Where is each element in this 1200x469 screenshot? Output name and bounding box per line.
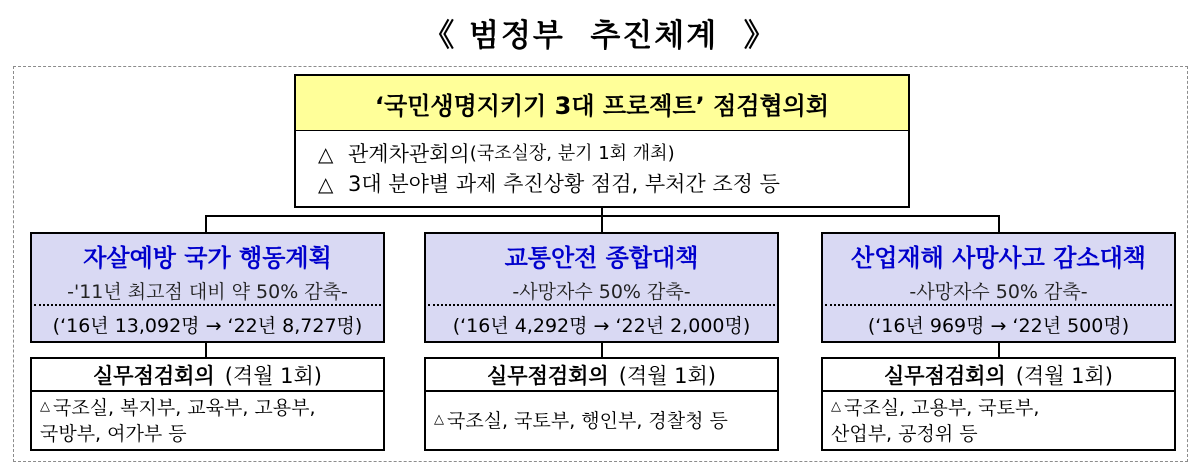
meeting-name: 실무점검회의	[93, 363, 215, 388]
council-duty: 3대 분야별 과제 추진상황 점검, 부처간 조정 등	[348, 172, 780, 196]
project-target-stat: (‘16년 969명 → ‘22년 500명)	[867, 315, 1130, 337]
project-goal: -사망자수 50% 감축-	[512, 280, 691, 303]
connector-line	[601, 343, 603, 357]
council-meeting-name: 관계차관회의	[348, 142, 470, 166]
council-detail-row	[318, 169, 908, 199]
connector-line	[205, 215, 207, 232]
project-goal: -사망자수 50% 감축-	[909, 280, 1088, 303]
council-title: ‘국민생명지키기 3대 프로젝트’ 점검협의회	[294, 74, 910, 132]
meeting-members	[424, 391, 779, 451]
connector-line	[205, 343, 207, 357]
connector-line	[601, 215, 603, 232]
council-details	[294, 130, 910, 208]
project-box-industrial-accident	[821, 232, 1176, 343]
meeting-frequency: (격월 1회)	[1015, 363, 1113, 388]
page-title: 《 범정부 추진체계 》	[423, 17, 777, 54]
members-line: 국조실, 고용부, 국토부,	[844, 397, 1040, 419]
project-target-stat: (‘16년 13,092명 → ‘22년 8,727명)	[52, 315, 363, 337]
council-meeting-info: (국조실장, 분기 1회 개최)	[469, 143, 675, 164]
triangle-bullet-icon: △	[318, 172, 334, 196]
members-line: 산업부, 공정위 등	[831, 423, 978, 445]
triangle-bullet-icon: △	[434, 412, 444, 427]
project-title: 자살예방 국가 행동계획	[83, 243, 332, 272]
triangle-bullet-icon: △	[40, 399, 50, 414]
project-goal: -'11년 최고점 대비 약 50% 감축-	[67, 280, 348, 303]
connector-line	[998, 215, 1000, 232]
members-line: 국조실, 국토부, 행인부, 경찰청 등	[447, 410, 728, 432]
connector-line	[998, 343, 1000, 357]
meeting-members	[821, 391, 1176, 451]
meeting-members	[30, 391, 385, 451]
project-title: 교통안전 종합대책	[504, 243, 699, 272]
project-target-stat: (‘16년 4,292명 → ‘22년 2,000명)	[452, 315, 751, 337]
project-box-suicide-prevention	[30, 232, 385, 343]
members-line: 국방부, 여가부 등	[40, 423, 187, 445]
working-meeting-header	[821, 357, 1176, 392]
working-meeting-header	[30, 357, 385, 392]
meeting-frequency: (격월 1회)	[618, 363, 716, 388]
working-meeting-header	[424, 357, 779, 392]
meeting-name: 실무점검회의	[487, 363, 609, 388]
council-detail-row	[318, 139, 908, 169]
project-title: 산업재해 사망사고 감소대책	[851, 243, 1146, 272]
members-line: 국조실, 복지부, 교육부, 고용부,	[53, 397, 316, 419]
project-box-traffic-safety	[424, 232, 779, 343]
meeting-name: 실무점검회의	[884, 363, 1006, 388]
meeting-frequency: (격월 1회)	[224, 363, 322, 388]
triangle-bullet-icon: △	[318, 142, 334, 166]
triangle-bullet-icon: △	[831, 399, 841, 414]
